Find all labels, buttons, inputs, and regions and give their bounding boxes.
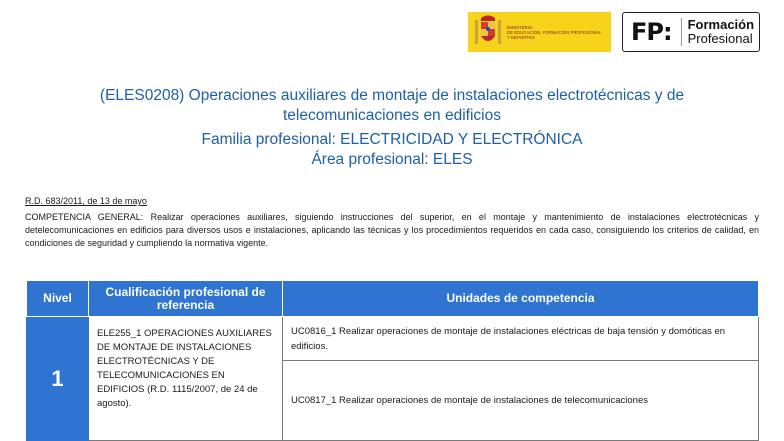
table-header-row	[27, 281, 759, 317]
header-qualification: Cualificación profesional de referencia	[89, 281, 283, 317]
spain-coat-of-arms-icon	[472, 14, 504, 50]
government-logo-text: MINISTERIO DE EDUCACIÓN, FORMACIÓN PROFESIONAL Y DEPORTES	[507, 24, 602, 40]
government-logo	[468, 12, 611, 52]
fp-logo-words: Formación Profesional	[681, 18, 754, 46]
header-level: Nivel	[27, 281, 89, 317]
level-cell: 1	[27, 317, 89, 441]
qualification-table	[26, 280, 759, 441]
professional-area: Área profesional: ELES	[311, 151, 473, 168]
table-row	[27, 317, 759, 361]
professional-family: Familia profesional: ELECTRICIDAD Y ELECTRÓNICA	[201, 131, 583, 148]
document-titles	[60, 86, 724, 170]
qualification-cell: ELE255_1 OPERACIONES AUXILIARES DE MONTAJE DE INSTALACIONES ELECTROTÉCNICAS Y DE TELECOMUNICACIONES EN EDIFICIOS (R.D. 1115/2007, de 24 de agosto).	[89, 317, 283, 441]
qualification-title: (ELES0208) Operaciones auxiliares de montaje de instalaciones electrotécnicas y de telecomunicaciones en edificios	[99, 87, 685, 124]
fp-formacion-profesional-logo	[622, 12, 760, 52]
royal-decree-reference: R.D. 683/2011, de 13 de mayo	[25, 196, 147, 206]
fp-logo-mark: FP:	[631, 18, 672, 46]
general-competence-text: COMPETENCIA GENERAL: Realizar operaciones auxiliares, siguiendo instrucciones del superior, en el montaje y mantenimiento de instalaciones electrotécnicas y detelecomunicaciones en edificios para diversos usos e instalaciones, aplicando las técnicas y los procedimientos requeridos en cada caso, consiguiendo los criterios de calidad, en condiciones de seguridad y cumpliendo la normativa vigente.	[25, 212, 759, 248]
unit-of-competence: UC0816_1 Realizar operaciones de montaje de instalaciones eléctricas de baja tensión y domóticas en edificios.	[283, 317, 759, 361]
unit-of-competence: UC0817_1 Realizar operaciones de montaje de instalaciones de telecomunicaciones	[283, 361, 759, 441]
header-units: Unidades de competencia	[283, 281, 759, 317]
